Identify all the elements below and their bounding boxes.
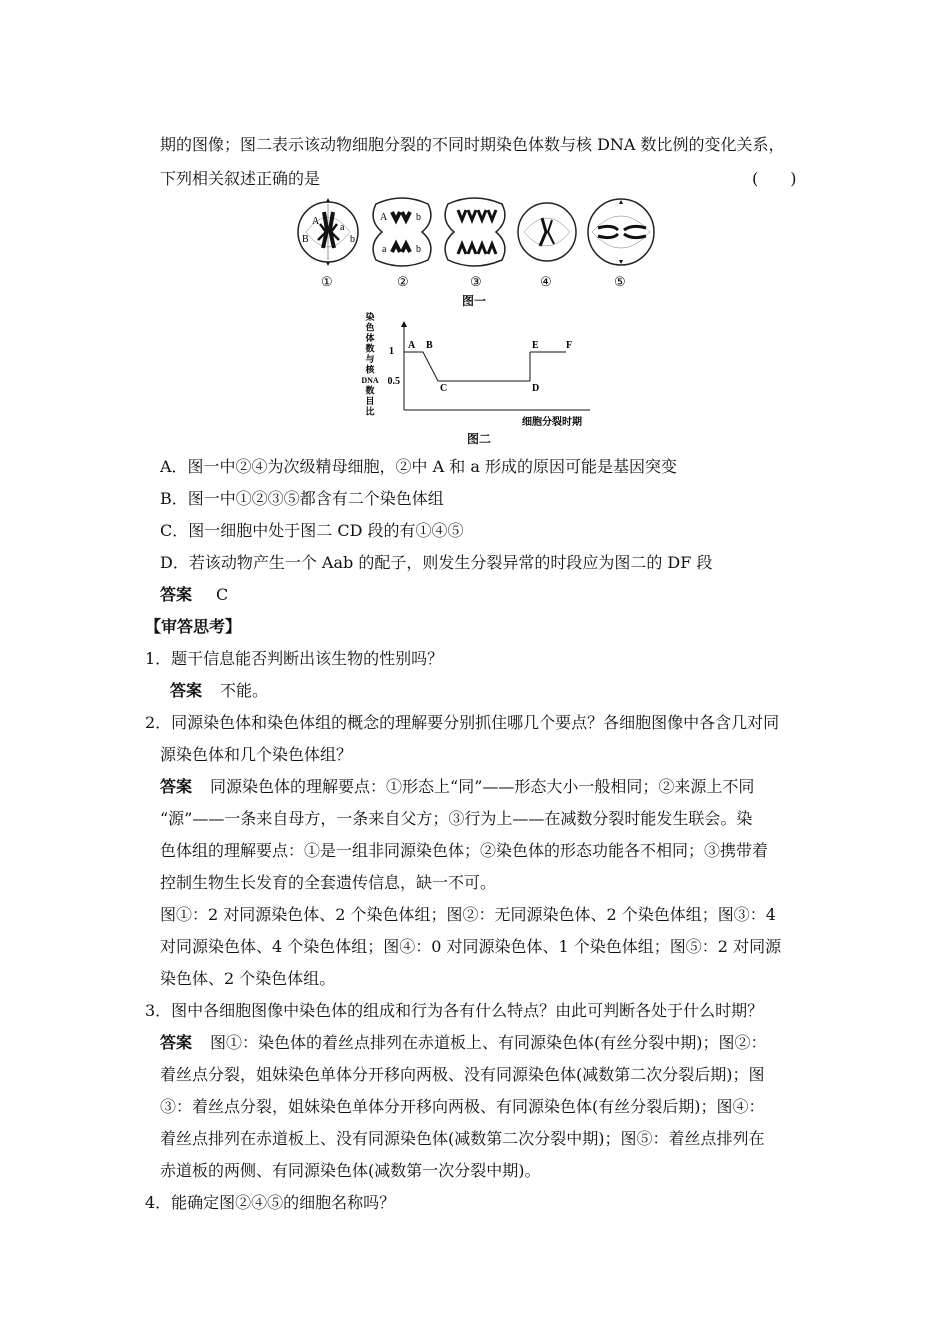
- point-label-D: D: [532, 383, 540, 394]
- ratio-line: [404, 352, 530, 381]
- q2-line2: 源染色体和几个染色体组？: [160, 745, 353, 764]
- y-label-char: 核: [365, 364, 375, 375]
- cell1-label-a: a: [340, 222, 345, 233]
- option-d: D．若该动物产生一个 Aab 的配子，则发生分裂异常的时段应为图二的 DF 段: [160, 553, 713, 572]
- y-axis-label: [361, 312, 379, 417]
- question-stem-line1: 期的图像；图二表示该动物细胞分裂的不同时期染色体数与核 DNA 数比例的变化关系，: [160, 135, 785, 154]
- q2-answer-line1: [160, 776, 754, 798]
- cell1-label-b: b: [350, 234, 355, 245]
- q1-answer-line: [170, 680, 268, 702]
- q1-text: 1．题干信息能否判断出该生物的性别吗？: [145, 649, 444, 668]
- answer-bracket: ( ): [752, 169, 797, 188]
- point-label-F: F: [566, 340, 573, 351]
- y-tick-1: 1: [389, 346, 394, 357]
- answer-line: [160, 584, 228, 606]
- q2-answer-line7: 染色体、2 个染色体组。: [160, 969, 336, 988]
- q2-line1: 2．同源染色体和染色体组的概念的理解要分别抓住哪几个要点？各细胞图像中各含几对同: [145, 713, 780, 732]
- q4-line1: 4．能确定图②④⑤的细胞名称吗？: [145, 1193, 396, 1212]
- q3-answer-line2: 着丝点分裂，姐妹染色单体分开移向两极、没有同源染色体(减数第二次分裂后期)；图: [160, 1065, 765, 1084]
- option-b: B．图一中①②③⑤都含有二个染色体组: [160, 489, 444, 508]
- cell-4: [518, 203, 576, 261]
- x-axis-label: 细胞分裂时期: [522, 417, 582, 428]
- q3-answer-line3: ③：着丝点分裂，姐妹染色单体分开移向两极、有同源染色体(有丝分裂后期)；图④：: [160, 1097, 765, 1116]
- cell-2: [373, 198, 431, 266]
- cell2-label-b-top: b: [416, 212, 421, 223]
- q3-answer-line4: 着丝点排列在赤道板上、没有同源染色体(减数第二次分裂中期)；图⑤：着丝点排列在: [160, 1129, 765, 1148]
- q2-answer-line6: 对同源染色体、4 个染色体组；图④：0 对同源染色体、1 个染色体组；图⑤：2 对同源: [160, 937, 782, 956]
- q2-answer-line4: 控制生物生长发育的全套遗传信息，缺一不可。: [160, 873, 497, 892]
- point-label-A: A: [408, 340, 416, 351]
- cell2-label-a: a: [382, 244, 387, 255]
- q3-answer-label: 答案: [160, 1033, 193, 1052]
- q2-answer-line3: 色体组的理解要点：①是一组非同源染色体；②染色体的形态功能各不相同；③携带着: [160, 841, 769, 860]
- y-label-char: 比: [365, 406, 375, 417]
- cell2-label-b-bottom: b: [416, 244, 421, 255]
- q2-answer-line5: 图①：2 对同源染色体、2 个染色体组；图②：无同源染色体、2 个染色体组；图③：4: [160, 905, 776, 924]
- y-label-char: 目: [365, 396, 375, 406]
- q3-answer-line5: 赤道板的两侧、有同源染色体(减数第一次分裂中期)。: [160, 1161, 541, 1180]
- q2-answer-text1: 同源染色体的理解要点：①形态上“同”——形态大小一般相同；②来源上不同: [210, 777, 755, 796]
- y-label-char: 色: [365, 322, 375, 333]
- cell-number-2: ②: [397, 274, 409, 289]
- point-label-E: E: [532, 340, 539, 351]
- q2-answer-label: 答案: [160, 777, 193, 796]
- y-label-char: 体: [365, 333, 375, 343]
- figure2-chart: [360, 312, 600, 432]
- cell1-label-B: B: [302, 234, 309, 245]
- figure2-caption: 图二: [467, 432, 492, 446]
- answer-label: 答案: [160, 585, 193, 604]
- y-label-char: DNA: [361, 376, 379, 385]
- question-stem-line2: 下列相关叙述正确的是: [160, 169, 321, 188]
- y-label-char: 数: [365, 385, 375, 396]
- figure1-caption: 图一: [462, 294, 487, 308]
- cell-number-1: ①: [321, 274, 333, 289]
- cell-1: [298, 198, 358, 266]
- section-title: 【审答思考】: [145, 617, 242, 636]
- cell-number-5: ⑤: [614, 274, 626, 289]
- answer-value: C: [216, 585, 229, 604]
- q1-answer-label: 答案: [170, 681, 203, 700]
- cell-3: [445, 198, 505, 266]
- cell-number-3: ③: [470, 274, 482, 289]
- q3-answer-line1: [160, 1032, 767, 1054]
- y-tick-0.5: 0.5: [387, 376, 400, 387]
- figure1-cell-images: [296, 190, 666, 290]
- q3-answer-text1: 图①：染色体的着丝点排列在赤道板上、有同源染色体(有丝分裂中期)；图②：: [210, 1033, 767, 1052]
- option-a: A．图一中②④为次级精母细胞，②中 A 和 a 形成的原因可能是基因突变: [160, 457, 677, 476]
- q3-line1: 3．图中各细胞图像中染色体的组成和行为各有什么特点？由此可判断各处于什么时期？: [145, 1001, 764, 1020]
- y-label-char: 数: [365, 343, 375, 354]
- point-label-B: B: [426, 340, 433, 351]
- point-labels: [408, 340, 572, 394]
- q1-answer: 不能。: [220, 681, 269, 700]
- y-label-char: 染: [365, 312, 375, 322]
- cell1-label-A: A: [312, 216, 320, 227]
- cell-number-4: ④: [540, 274, 552, 289]
- y-label-char: 与: [365, 354, 375, 364]
- cell-5: [588, 199, 654, 265]
- q2-answer-line2: “源”——一条来自母方，一条来自父方；③行为上——在减数分裂时能发生联会。染: [160, 809, 753, 828]
- point-label-C: C: [440, 383, 448, 394]
- cell2-label-A: A: [380, 212, 388, 223]
- option-c: C．图一细胞中处于图二 CD 段的有①④⑤: [160, 521, 464, 540]
